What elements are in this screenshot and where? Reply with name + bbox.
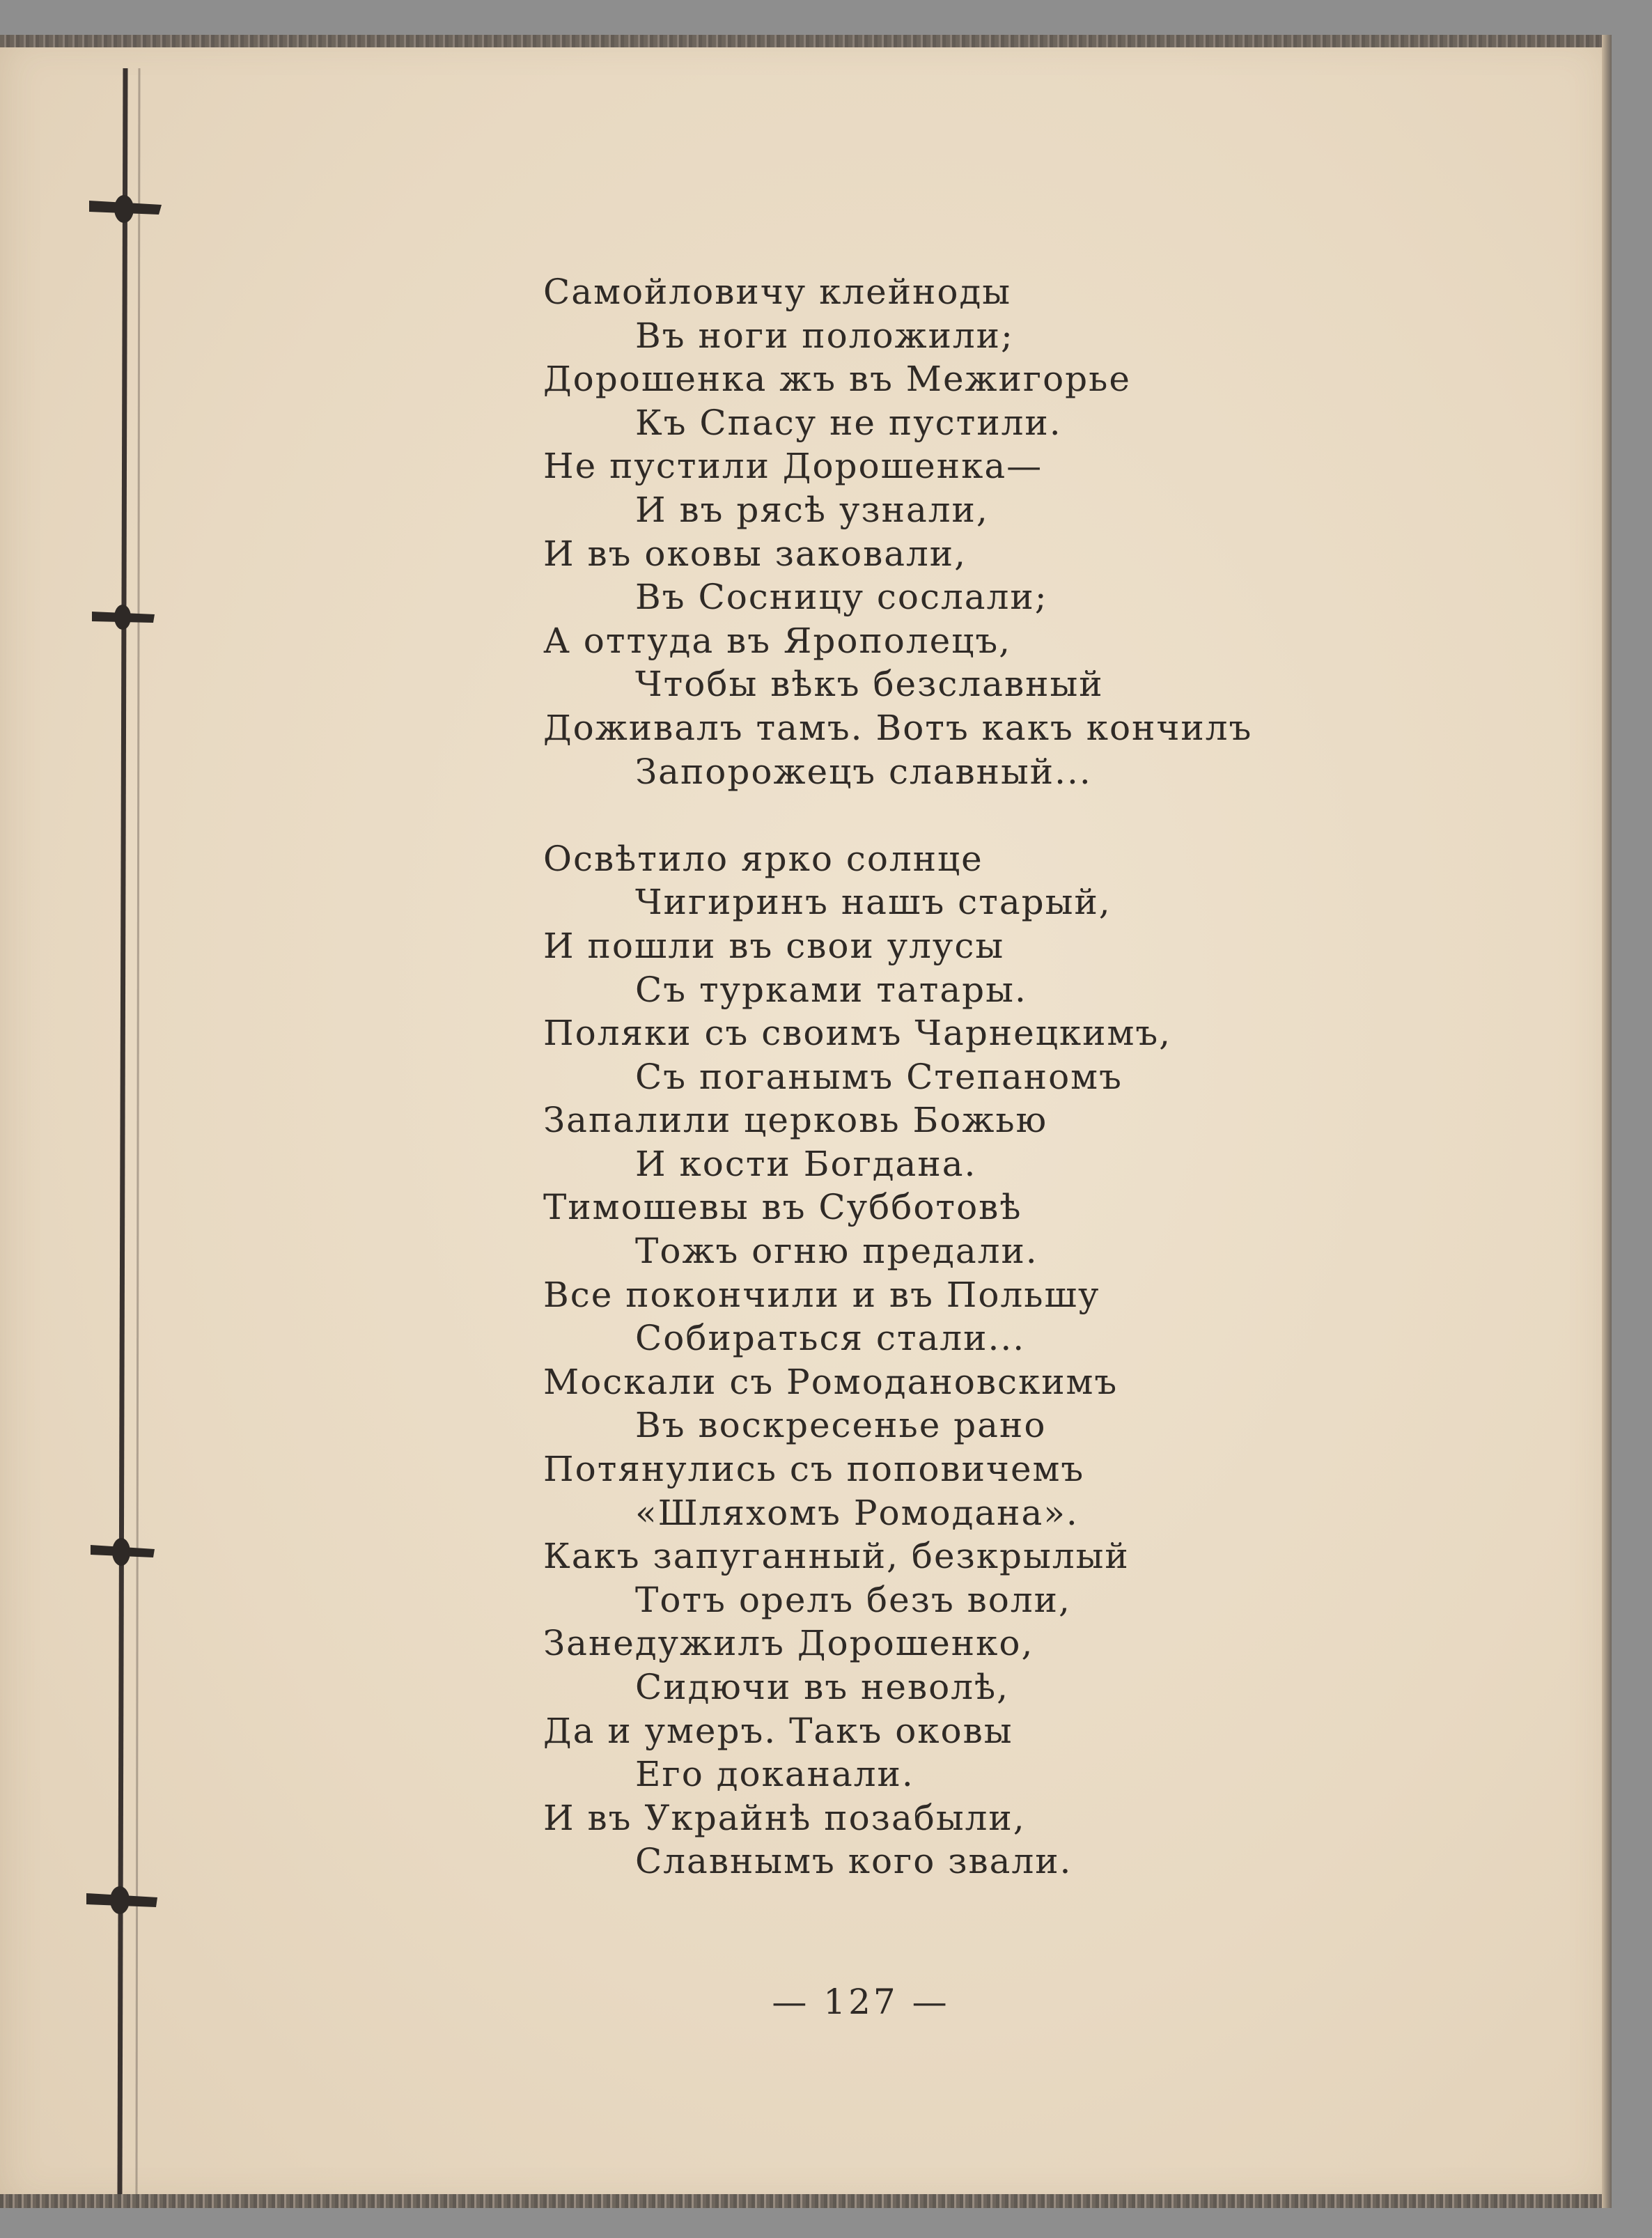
binding-stitch-4 <box>86 1886 157 1914</box>
poem-line: Запалили церковь Божью <box>543 1100 1048 1141</box>
poem-line: Чтобы вѣкъ безславный <box>635 664 1104 705</box>
poem-text <box>543 270 1449 1883</box>
poem-line: Тимошевы въ Субботовѣ <box>543 1187 1022 1228</box>
poem-line: Сидючи въ неволѣ, <box>635 1667 1010 1707</box>
page-bottom-edge <box>0 2194 1610 2208</box>
page-top-edge <box>0 35 1610 47</box>
poem-line: Да и умеръ. Такъ оковы <box>543 1710 1013 1751</box>
poem-line: Не пустили Дорошенка— <box>543 446 1043 487</box>
poem-line: Въ воскресенье рано <box>635 1405 1047 1446</box>
poem-line: Къ Спасу не пустили. <box>635 402 1062 443</box>
poem-line: Въ ноги положили; <box>635 315 1014 356</box>
poem-line: Доживалъ тамъ. Вотъ какъ кончилъ <box>543 707 1253 748</box>
poem-line: И въ рясѣ узнали, <box>635 489 989 530</box>
stanza-break <box>543 793 1449 837</box>
poem-line: Его доканали. <box>635 1754 914 1795</box>
poem-line: И пошли въ свои улусы <box>543 925 1005 966</box>
poem-line: Въ Сосницу сослали; <box>635 577 1048 618</box>
poem-line: Освѣтило ярко солнце <box>543 838 983 879</box>
poem-line: Собираться стали... <box>635 1318 1026 1359</box>
binding-stitch-3 <box>91 1538 155 1566</box>
poem-line: И кости Богдана. <box>635 1143 977 1184</box>
binding-stitch-1 <box>89 195 162 223</box>
binding-spine-line <box>120 68 125 2194</box>
poem-line: Все покончили и въ Польшу <box>543 1274 1100 1315</box>
poem-line: Запорожецъ славный... <box>635 751 1092 792</box>
poem-line: Славнымъ кого звали. <box>635 1841 1073 1882</box>
poem-line: А оттуда въ Ярополецъ, <box>543 620 1012 661</box>
poem-line: Съ турками татары. <box>635 969 1027 1010</box>
poem-line: Дорошенка жъ въ Межигорье <box>543 359 1131 400</box>
binding-shadow-line <box>137 68 139 2194</box>
poem-line: Москали съ Ромодановскимъ <box>543 1361 1119 1402</box>
poem-line: И въ оковы заковали, <box>543 533 967 574</box>
binding-stitch-2 <box>92 605 155 630</box>
poem-line: Съ поганымъ Степаномъ <box>635 1056 1123 1097</box>
poem-line: Потянулись съ поповичемъ <box>543 1449 1085 1490</box>
poem-line: Тотъ орелъ безъ воли, <box>635 1579 1071 1620</box>
poem-line: Какъ запуганный, безкрылый <box>543 1536 1130 1577</box>
poem-line: «Шляхомъ Ромодана». <box>635 1492 1079 1533</box>
poem-line: Поляки съ своимъ Чарнецкимъ, <box>543 1013 1172 1054</box>
poem-line: И въ Украйнѣ позабыли, <box>543 1797 1026 1838</box>
poem-line: Тожъ огню предали. <box>635 1231 1038 1272</box>
poem-line: Занедужилъ Дорошенко, <box>543 1623 1034 1664</box>
page-right-edge <box>1602 35 1612 2208</box>
page-number: — 127 — <box>772 1982 950 2022</box>
poem-line: Самойловичу клейноды <box>543 272 1012 312</box>
book-binding-stitches <box>0 47 181 2194</box>
poem-line: Чигиринъ нашъ старый, <box>635 882 1112 923</box>
